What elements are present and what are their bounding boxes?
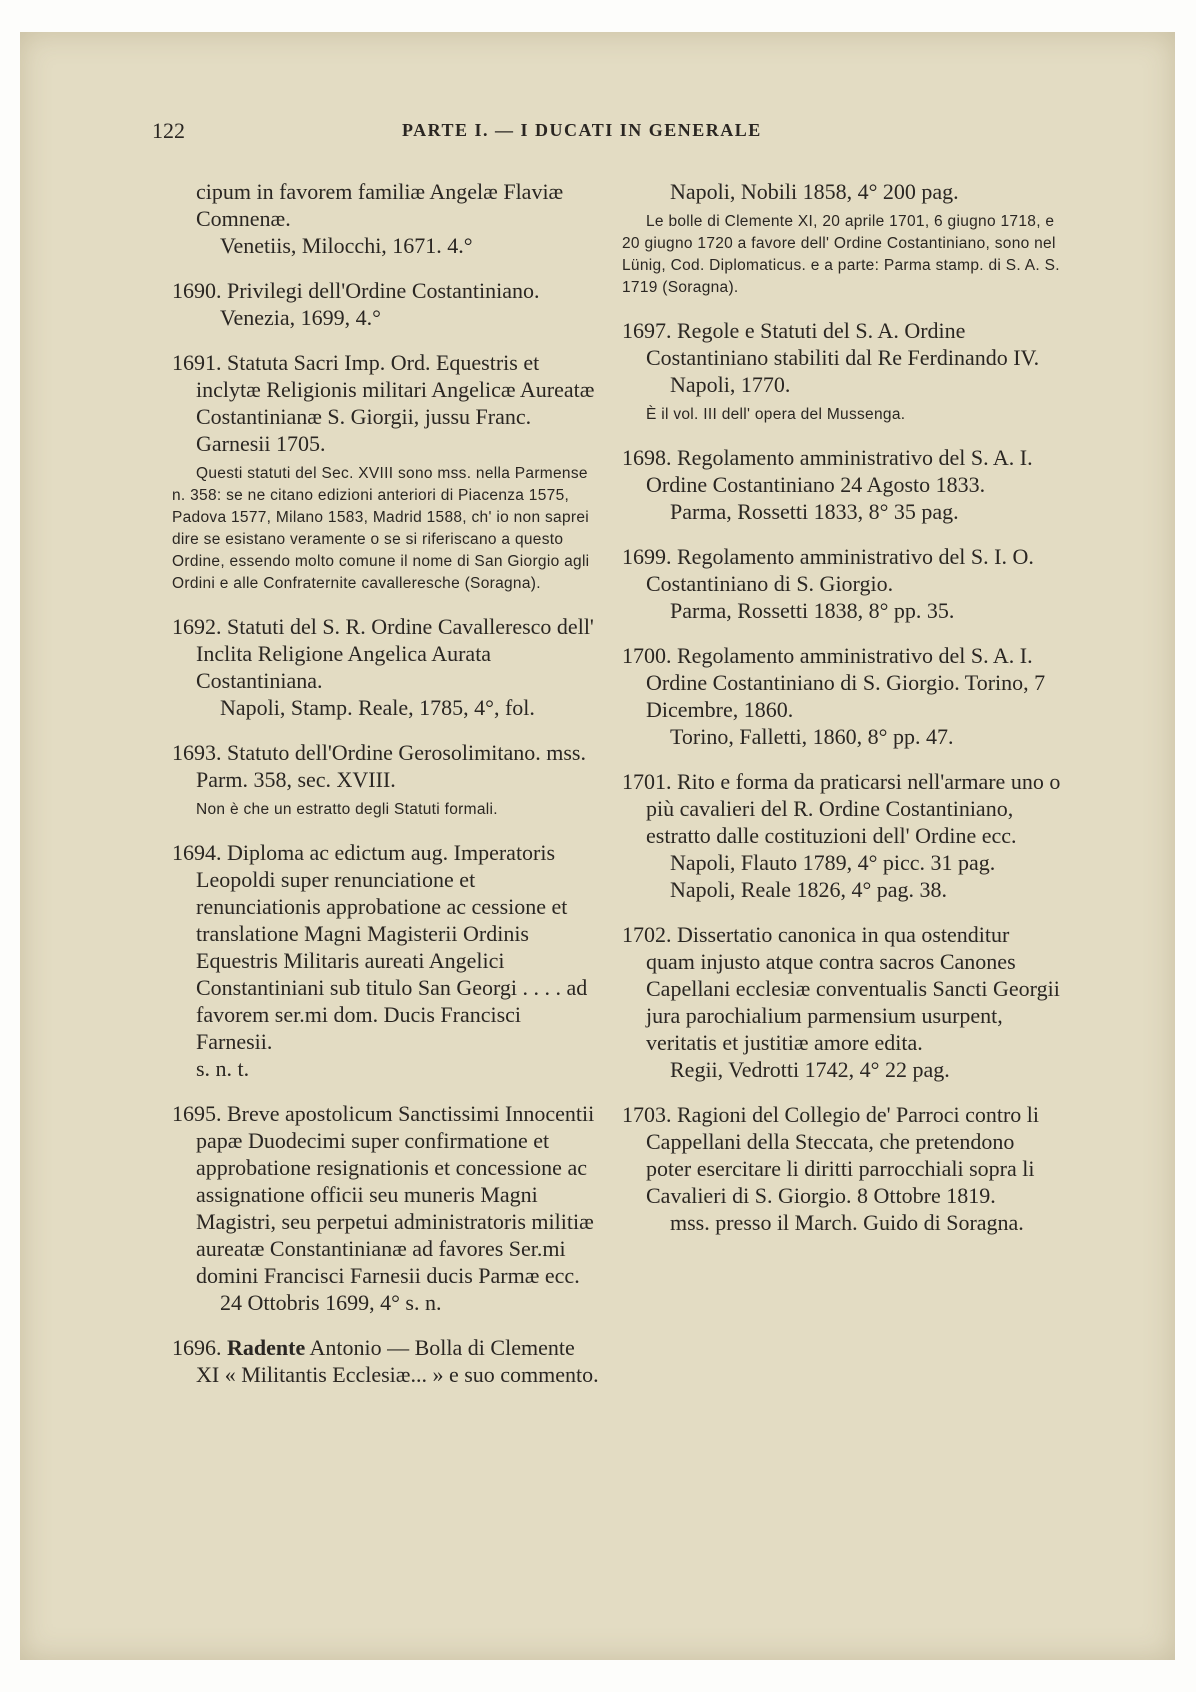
entry-imprint: Napoli, Nobili 1858, 4° 200 pag. xyxy=(670,179,959,204)
entry-imprint: mss. presso il March. Guido di Soragna. xyxy=(670,1210,1024,1235)
entry-text: 1692. Statuti del S. R. Ordine Cavalleresco dell' Inclita Religione Angelica Aurata Costantiniana. xyxy=(172,614,594,693)
entry-imprint: Venezia, 1699, 4.° xyxy=(220,305,381,330)
entry-text: 1690. Privilegi dell'Ordine Costantiniano. xyxy=(172,278,540,303)
entry-number: 1696. xyxy=(172,1335,222,1360)
entry-1692 xyxy=(172,613,602,721)
entry-text xyxy=(172,1334,602,1388)
entry-text: 1698. Regolamento amministrativo del S. A. I. Ordine Costantiniano 24 Agosto 1833. xyxy=(622,445,1033,497)
running-head: PARTE I. — I DUCATI IN GENERALE xyxy=(402,120,762,140)
entry-imprint: Parma, Rossetti 1833, 8° 35 pag. xyxy=(670,499,959,524)
page-header xyxy=(152,118,1077,148)
entry-note: È il vol. III dell' opera del Mussenga. xyxy=(646,406,906,423)
entry-note: Questi statuti del Sec. XVIII sono mss. nella Parmense n. 358: se ne citano edizioni anteriori di Piacenza 1575, Padova 1577, Milano 1583, Madrid 1588, ch' io non saprei dire se esistano veramente o se si riferiscano a questo Ordine, essendo molto comune il nome di San Giorgio agli Ordini e alle Confraternite cavalleresche (Soragna). xyxy=(172,465,590,592)
entry-1690 xyxy=(172,277,602,331)
entry-1701 xyxy=(622,768,1062,903)
entry-note: Non è che un estratto degli Statuti formali. xyxy=(196,801,498,818)
entry-1703 xyxy=(622,1101,1062,1236)
entry-author: Radente xyxy=(227,1335,306,1360)
left-column xyxy=(172,178,602,1406)
entry-1694 xyxy=(172,839,602,1082)
entry-continuation xyxy=(172,178,602,259)
entry-1700 xyxy=(622,642,1062,750)
entry-text: 1700. Regolamento amministrativo del S. A. I. Ordine Costantiniano di S. Giorgio. Torino, 7 Dicembre, 1860. xyxy=(622,643,1046,722)
entry-text: 1695. Breve apostolicum Sanctissimi Innocentii papæ Duodecimi super confirmatione et approbatione resignationis et concessione ac assignatione officii seu muneris Magni Magistri, seu perpetui administratoris militiæ aureatæ Constantinianæ ad favores Ser.mi domini Francisci Farnesii ducis Parmæ ecc. xyxy=(172,1101,595,1288)
right-column xyxy=(622,178,1062,1254)
entry-1696-continued xyxy=(622,178,1062,299)
entry-imprint: 24 Ottobris 1699, 4° s. n. xyxy=(220,1290,442,1315)
entry-imprint: s. n. t. xyxy=(196,1056,250,1081)
entry-text: 1699. Regolamento amministrativo del S. I. O. Costantiniano di S. Giorgio. xyxy=(622,544,1034,596)
entry-text: 1694. Diploma ac edictum aug. Imperatoris Leopoldi super renunciatione et renunciationis approbatione ac cessione et translatione Magni Magisterii Ordinis Equestris Militaris aureati Angelici Constantiniani sub titulo San Georgi . . . . ad favorem ser.mi dom. Ducis Francisci Farnesii. xyxy=(172,840,588,1054)
entry-imprint: Torino, Falletti, 1860, 8° pp. 47. xyxy=(670,724,954,749)
entry-1699 xyxy=(622,543,1062,624)
entry-text: cipum in favorem familiæ Angelæ Flaviæ Comnenæ. xyxy=(196,179,564,231)
page-number: 122 xyxy=(152,118,185,143)
entry-1696 xyxy=(172,1334,602,1388)
entry-1691 xyxy=(172,349,602,595)
entry-text: 1691. Statuta Sacri Imp. Ord. Equestris et inclytæ Religionis militari Angelicæ Aureatæ Costantinianæ S. Giorgii, jussu Franc. Garnesii 1705. xyxy=(172,350,595,456)
entry-text: 1702. Dissertatio canonica in qua ostenditur quam injusto atque contra sacros Canones Capellani ecclesiæ conventualis Sancti Georgii jura parochialium parmensium usurpent, veritatis et justitiæ amore edita. xyxy=(622,922,1060,1055)
entry-1695 xyxy=(172,1100,602,1316)
entry-imprint: Napoli, Flauto 1789, 4° picc. 31 pag. xyxy=(670,850,996,875)
entry-imprint: Regii, Vedrotti 1742, 4° 22 pag. xyxy=(670,1057,950,1082)
entry-imprint: Venetiis, Milocchi, 1671. 4.° xyxy=(220,233,473,258)
entry-1697 xyxy=(622,317,1062,426)
entry-imprint-second: Napoli, Reale 1826, 4° pag. 38. xyxy=(670,877,948,902)
entry-1702 xyxy=(622,921,1062,1083)
entry-imprint: Napoli, 1770. xyxy=(670,372,791,397)
entry-text: 1693. Statuto dell'Ordine Gerosolimitano. mss. Parm. 358, sec. XVIII. xyxy=(172,740,586,792)
entry-title: Antonio — Bolla di Clemente XI « Militantis Ecclesiæ... » e suo commento. xyxy=(196,1335,599,1387)
entry-imprint: Parma, Rossetti 1838, 8° pp. 35. xyxy=(670,598,955,623)
entry-note: Le bolle di Clemente XI, 20 aprile 1701, 6 giugno 1718, e 20 giugno 1720 a favore dell' Ordine Costantiniano, sono nel Lünig, Cod. Diplomaticus. e a parte: Parma stamp. di S. A. S. 1719 (Soragna). xyxy=(622,213,1060,296)
entry-text: 1703. Ragioni del Collegio de' Parroci contro li Cappellani della Steccata, che pretendono poter esercitare li diritti parrocchiali sopra li Cavalieri di S. Giorgio. 8 Ottobre 1819. xyxy=(622,1102,1040,1208)
entry-imprint: Napoli, Stamp. Reale, 1785, 4°, fol. xyxy=(220,695,535,720)
entry-1698 xyxy=(622,444,1062,525)
entry-1693 xyxy=(172,739,602,821)
entry-text: 1697. Regole e Statuti del S. A. Ordine Costantiniano stabiliti dal Re Ferdinando IV. xyxy=(622,318,1040,370)
entry-text: 1701. Rito e forma da praticarsi nell'armare uno o più cavalieri del R. Ordine Costantiniano, estratto dalle costituzioni dell' Ordine ecc. xyxy=(622,769,1061,848)
